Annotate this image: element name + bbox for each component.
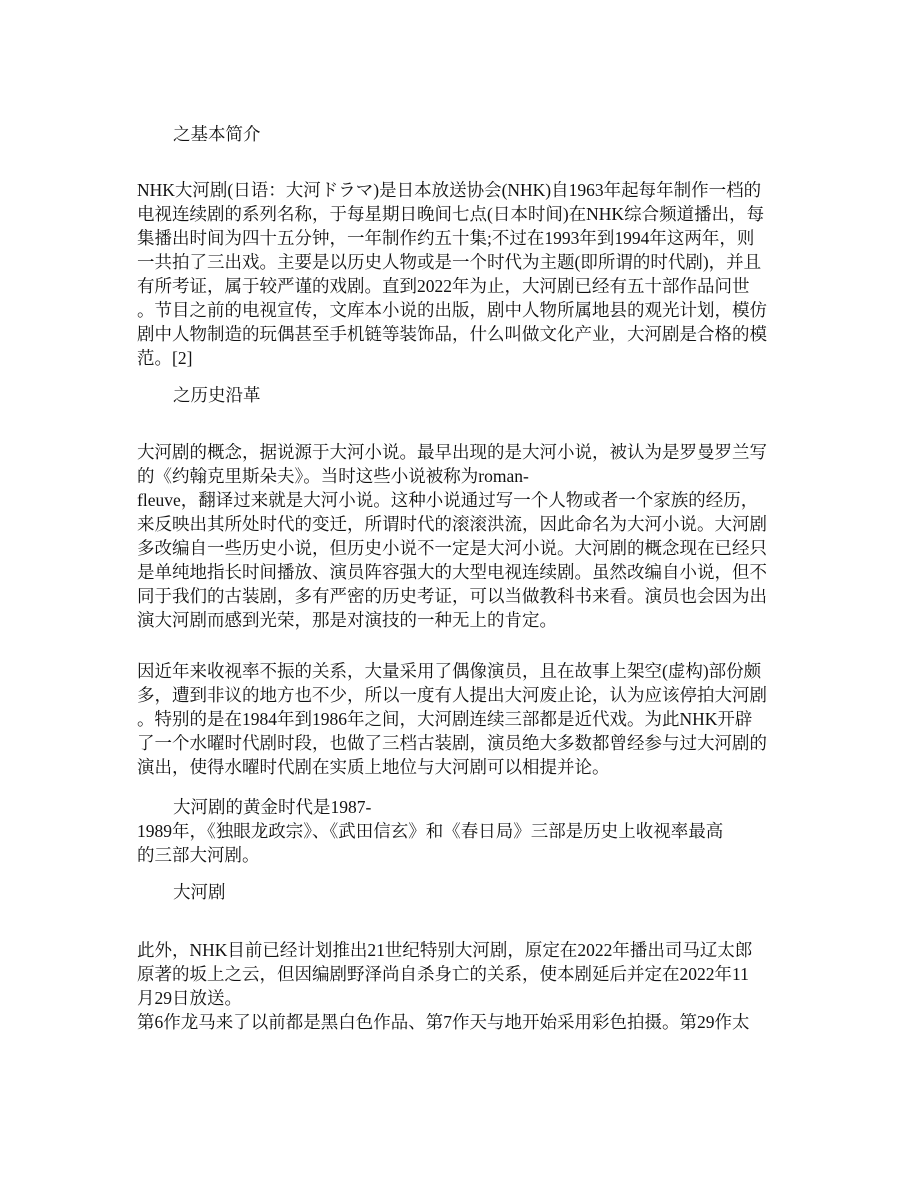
paragraph-intro: [137, 178, 797, 370]
paragraph-decline: [137, 659, 797, 779]
text-line: 的《约翰克里斯朵夫》。当时这些小说被称为roman-: [137, 466, 529, 486]
text-line: 电视连续剧的系列名称，于每星期日晚间七点(日本时间)在NHK综合频道播出，每: [137, 204, 765, 224]
text-line: 集播出时间为四十五分钟，一年制作约五十集;不过在1993年到1994年这两年，则: [137, 228, 755, 248]
heading-text: 之历史沿革: [173, 385, 261, 405]
text-line: 演大河剧而感到光荣，那是对演技的一种无上的肯定。: [137, 610, 557, 630]
text-line: fleuve，翻译过来就是大河小说。这种小说通过写一个人物或者一个家族的经历，: [137, 490, 759, 510]
section-heading-intro: [137, 122, 833, 146]
heading-text: 大河剧: [173, 882, 226, 902]
text-line: 演出，使得水曜时代剧在实质上地位与大河剧可以相提并论。: [137, 757, 610, 777]
text-line: 一共拍了三出戏。主要是以历史人物或是一个时代为主题(即所谓的时代剧)，并且: [137, 252, 762, 272]
text-line: 的三部大河剧。: [137, 845, 260, 865]
text-line: 剧中人物制造的玩偶甚至手机链等装饰品，什么叫做文化产业，大河剧是合格的模: [137, 324, 767, 344]
text-line: 因近年来收视率不振的关系，大量采用了偶像演员，且在故事上架空(虚构)部份颇: [137, 661, 762, 681]
text-line: 。节目之前的电视宣传，文库本小说的出版，剧中人物所属地县的观光计划，模仿: [137, 300, 767, 320]
heading-text: 之基本简介: [173, 124, 261, 144]
section-heading-taiga: [137, 880, 833, 904]
text-line: 此外，NHK目前已经计划推出21世纪特别大河剧，原定在2022年播出司马辽太郎: [137, 940, 753, 960]
paragraph-golden-age: [137, 795, 797, 867]
text-line: 是单纯地指长时间播放、演员阵容强大的大型电视连续剧。虽然改编自小说，但不: [137, 562, 767, 582]
text-line: 多，遭到非议的地方也不少，所以一度有人提出大河废止论，认为应该停拍大河剧: [137, 685, 767, 705]
text-line: 1989年，《独眼龙政宗》、《武田信玄》和《春日局》三部是历史上收视率最高: [137, 821, 724, 841]
text-line: 有所考证，属于较严谨的戏剧。直到2022年为止，大河剧已经有五十部作品问世: [137, 276, 750, 296]
text-line: 多改编自一些历史小说，但历史小说不一定是大河小说。大河剧的概念现在已经只: [137, 538, 767, 558]
text-line: 了一个水曜时代剧时段，也做了三档古装剧，演员绝大多数都曾经参与过大河剧的: [137, 733, 767, 753]
text-line: 大河剧的概念，据说源于大河小说。最早出现的是大河小说，被认为是罗曼罗兰写: [137, 442, 767, 462]
text-line: 来反映出其所处时代的变迁，所谓时代的滚滚洪流，因此命名为大河小说。大河剧: [137, 514, 767, 534]
text-line: 大河剧的黄金时代是1987-: [173, 797, 372, 817]
text-line: 同于我们的古装剧，多有严密的历史考证，可以当做教科书来看。演员也会因为出: [137, 586, 767, 606]
text-line: NHK大河剧(日语：大河ドラマ)是日本放送协会(NHK)自1963年起每年制作一档的: [137, 180, 762, 200]
text-line: 原著的坂上之云，但因编剧野泽尚自杀身亡的关系，使本剧延后并定在2022年11: [137, 964, 749, 984]
text-line: 。特别的是在1984年到1986年之间，大河剧连续三部都是近代戏。为此NHK开辟: [137, 709, 753, 729]
section-heading-history: [137, 383, 833, 407]
text-line: 范。[2]: [137, 348, 193, 368]
paragraph-special: [137, 938, 797, 1034]
text-line: 第6作龙马来了以前都是黑白色作品、第7作天与地开始采用彩色拍摄。第29作太: [137, 1012, 750, 1032]
text-line: 月29日放送。: [137, 988, 242, 1008]
paragraph-concept: [137, 440, 797, 632]
